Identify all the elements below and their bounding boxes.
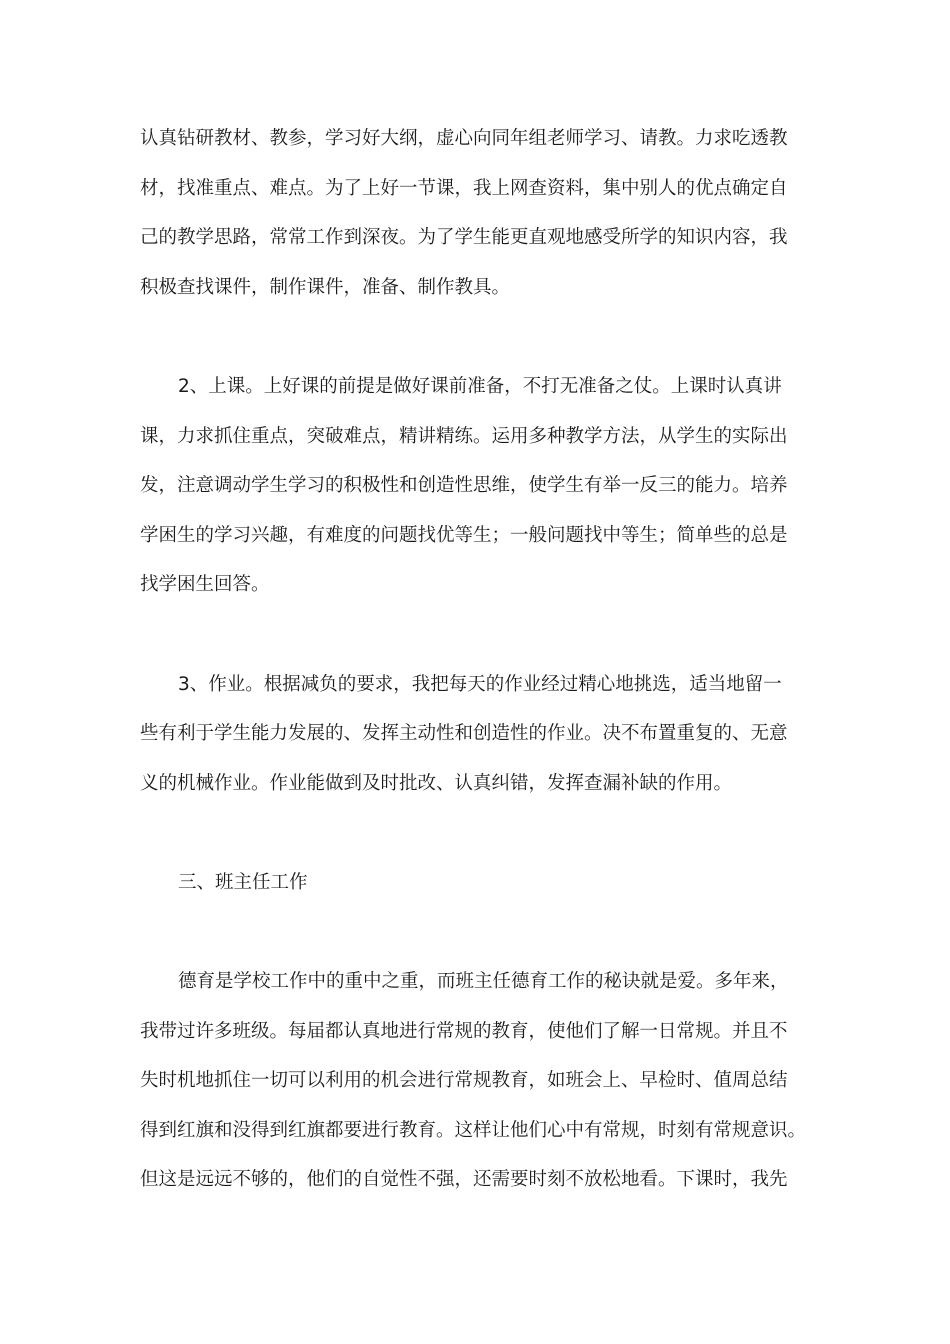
paragraph-moral-education bbox=[140, 957, 811, 1205]
text-line: 德育是学校工作中的重中之重，而班主任德育工作的秘诀就是爱。多年来， bbox=[178, 971, 789, 993]
text-line: 积极查找课件，制作课件，准备、制作教具。 bbox=[140, 276, 511, 298]
text-line: 找学困生回答。 bbox=[140, 574, 270, 596]
heading-text: 三、班主任工作 bbox=[178, 871, 308, 893]
text-line: 己的教学思路，常常工作到深夜。为了学生能更直观地感受所学的知识内容，我 bbox=[140, 227, 788, 249]
text-line: 认真钻研教材、教参，学习好大纲，虚心向同年组老师学习、请教。力求吃透教 bbox=[140, 128, 788, 149]
text-line: 材，找准重点、难点。为了上好一节课，我上网查资料，集中别人的优点确定自 bbox=[140, 177, 788, 199]
text-line: 学困生的学习兴趣，有难度的问题找优等生；一般问题找中等生；简单些的总是 bbox=[140, 524, 788, 546]
text-line: 发，注意调动学生学习的积极性和创造性思维，使学生有举一反三的能力。培养 bbox=[140, 475, 788, 497]
text-line: 课，力求抓住重点，突破难点，精讲精练。运用多种教学方法，从学生的实际出 bbox=[140, 425, 788, 447]
section-heading bbox=[140, 858, 811, 908]
text-line: 义的机械作业。作业能做到及时批改、认真纠错，发挥查漏补缺的作用。 bbox=[140, 772, 733, 794]
text-line: 3、作业。根据减负的要求，我把每天的作业经过精心地挑选，适当地留一 bbox=[178, 673, 782, 695]
text-line: 我带过许多班级。每届都认真地进行常规的教育，使他们了解一日常规。并且不 bbox=[140, 1020, 788, 1042]
paragraph-teaching bbox=[140, 362, 811, 610]
text-line: 些有利于学生能力发展的、发挥主动性和创造性的作业。决不布置重复的、无意 bbox=[140, 723, 788, 745]
text-line: 2、上课。上好课的前提是做好课前准备，不打无准备之仗。上课时认真讲 bbox=[178, 375, 782, 397]
text-line: 失时机地抓住一切可以利用的机会进行常规教育，如班会上、早检时、值周总结 bbox=[140, 1070, 788, 1092]
text-line: 得到红旗和没得到红旗都要进行教育。这样让他们心中有常规，时刻有常规意识。 bbox=[140, 1119, 807, 1141]
document-body bbox=[140, 114, 811, 1205]
paragraph-homework bbox=[140, 660, 811, 809]
text-line: 但这是远远不够的，他们的自觉性不强，还需要时刻不放松地看。下课时，我先 bbox=[140, 1169, 788, 1191]
paragraph-lesson-prep bbox=[140, 114, 811, 312]
